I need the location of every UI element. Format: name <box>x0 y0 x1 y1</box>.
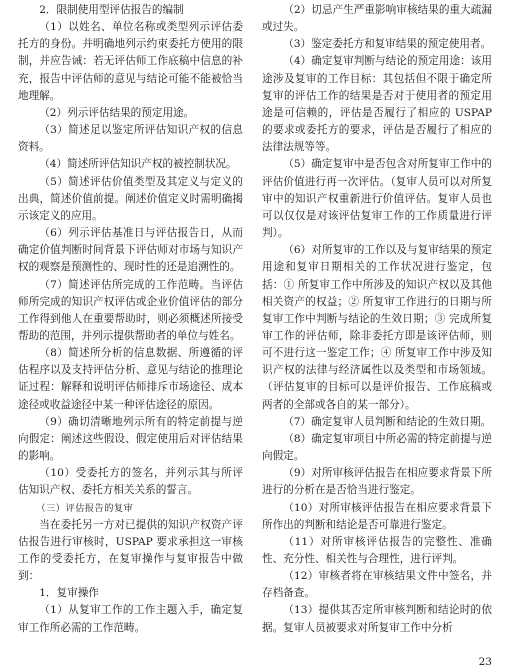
page-number: 23 <box>478 656 492 668</box>
right-paragraph: （3）鉴定委托方和复审结果的预定使用者。 <box>283 38 492 51</box>
right-paragraph: （11）对所审核评估报告的完整性、准确性、充分性、相关性与合理性，进行评判。 <box>262 535 492 565</box>
right-paragraph: （4）确定复审判断与结论的预定用途：该用途涉及复审的工作目标：其包括但不限于确定所复审的评估工作的结果是否对于使用者的预定用途是可信赖的，评估是否履行了相应的 USPAP 的要求或委托方的要求，评估是否履行了相应的法律法规等等。 <box>262 55 492 154</box>
left-paragraph: （9）确切清晰地列示所有的特定前提与逆向假定：阐述这些假设、假定使用后对评估结果的影响。 <box>18 415 243 463</box>
left-column <box>18 2 243 637</box>
left-paragraph: （3）简述足以鉴定所评估知识产权的信息资料。 <box>18 124 243 154</box>
left-paragraph: （4）简述所评估知识产权的被控制状况。 <box>39 158 237 171</box>
right-paragraph: （6）对所复审的工作以及与复审结果的预定用途和复审日期相关的工作状况进行鉴定，包括：① 所复审工作中所涉及的知识产权以及其他相关资产的权益；② 所复审工作进行的日期与所复审工作中判断与结论的生效日期；③ 完成所复审工作的评估师，除非委托方即是该评估师，则可不进行这一鉴定工作；④ 所复审工作中涉及知识产权的法律与经济属性以及类型和市场领域。（评估复审的目标可以是评价报告、工作底稿或两者的全部或各自的某一部分）。 <box>262 244 492 411</box>
right-paragraph: （8）确定复审项目中所必需的特定前提与逆向假定。 <box>262 432 492 463</box>
left-paragraph: （6）列示评估基准日与评估报告日，从而确定价值判断时间背景下评估师对市场与知识产权的观察是预测性的、现时性的还是追溯性的。 <box>18 227 243 274</box>
left-subheading: （三）评估报告的复审 <box>36 502 134 514</box>
right-paragraph: （2）切忌产生严重影响审核结果的重大疏漏或过失。 <box>262 4 492 34</box>
right-paragraph: （5）确定复审中是否包含对所复审工作中的评估价值进行再一次评估。（复审人员可以对所复审中的知识产权重新进行价值评估。复审人员也可以仅仅是对该评估复审工作的工作质量进行评判）。 <box>262 158 492 240</box>
right-column <box>262 2 492 637</box>
right-paragraph: （7）确定复审人员判断和结论的生效日期。 <box>283 415 492 428</box>
right-paragraph: （10）对所审核评估报告在相应要求背景下所作出的判断和结论是否可靠进行鉴定。 <box>262 501 492 531</box>
left-paragraph: 当在委托另一方对已提供的知识产权资产评估报告进行审核时，USPAP 要求承担这一审核工作的受委托方，在复审操作与复审报告中做到： <box>18 518 243 583</box>
right-paragraph: （12）审核者将在审核结果文件中签名，并存档备查。 <box>262 570 492 600</box>
left-paragraph: （1）以姓名、单位名称或类型列示评估委托方的身份。并明确地列示约束委托方使用的限制，并应告诫：若无评估师工作底稿中信息的补充，报告中评估师的意见与结论可能不能被恰当地理解。 <box>18 21 243 102</box>
left-paragraph: （10）受委托方的签名，并列示其与所评估知识产权、委托方相关关系的誓言。 <box>18 467 243 497</box>
right-paragraph: （13）提供其否定所审核判断和结论时的依据。复审人员被要求对所复审工作中分析 <box>262 604 492 634</box>
right-paragraph: （9）对所审核评估报告在相应要求背景下所进行的分析在是否恰当进行鉴定。 <box>262 467 492 497</box>
left-paragraph: （2）列示评估结果的预定用途。 <box>39 106 195 119</box>
left-paragraph: （5）简述评估价值类型及其定义与定义的出典，简述价值前提。阐述价值定义时需明确揭示该定义的应用。 <box>18 175 243 222</box>
left-paragraph: （8）简述所分析的信息数据、所遵循的评估程序以及支持评估分析、意见与结论的推理论证过程：解释和说明评估师排斥市场途径、成本途径或收益途径中某一种评估途径的原因。 <box>18 347 243 411</box>
left-paragraph: 1．复审操作 <box>39 587 99 600</box>
left-paragraph: （1）从复审工作的工作主题入手，确定复审工作所必需的工作范畴。 <box>18 604 243 634</box>
left-paragraph: （7）简述评估所完成的工作范畴。当评估师所完成的知识产权评估或企业价值评估的部分工作得到他人在重要帮助时，则必须概述所接受帮助的范围，并列示提供帮助者的单位与姓名。 <box>18 278 243 342</box>
left-paragraph: 2．限制使用型评估报告的编制 <box>39 4 184 16</box>
